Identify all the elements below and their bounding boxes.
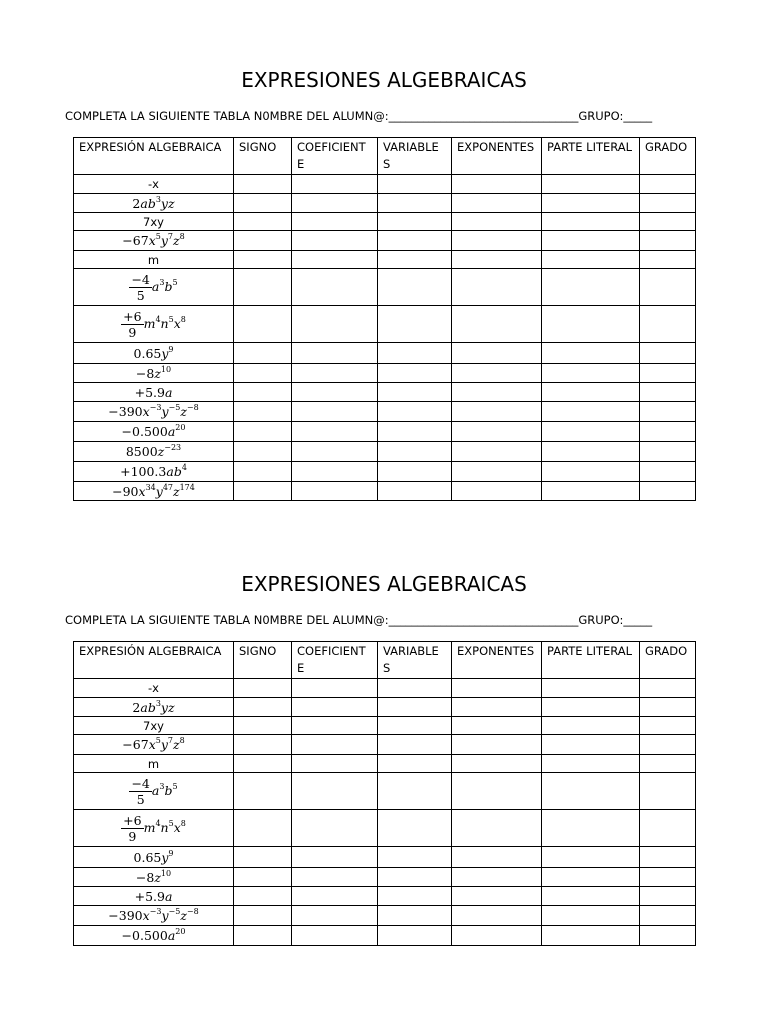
variables-cell[interactable] — [378, 847, 452, 868]
sign-cell[interactable] — [234, 868, 292, 887]
exponents-cell[interactable] — [452, 269, 542, 306]
literal-part-cell[interactable] — [542, 213, 640, 231]
table-row — [74, 422, 696, 442]
sign-cell[interactable] — [234, 213, 292, 231]
literal-part-cell[interactable] — [542, 462, 640, 482]
variables-cell[interactable] — [378, 773, 452, 810]
degree-cell[interactable] — [640, 698, 696, 717]
degree-cell[interactable] — [640, 213, 696, 231]
header-exponents: EXPONENTES — [452, 138, 542, 175]
coefficient-cell[interactable] — [292, 175, 378, 194]
header-expression: EXPRESIÓN ALGEBRAICA — [74, 642, 234, 679]
variables-cell[interactable] — [378, 402, 452, 422]
literal-part-cell[interactable] — [542, 482, 640, 501]
exponents-cell[interactable] — [452, 868, 542, 887]
degree-cell[interactable] — [640, 679, 696, 698]
literal-part-cell[interactable] — [542, 175, 640, 194]
header-expression: EXPRESIÓN ALGEBRAICA — [74, 138, 234, 175]
sign-cell[interactable] — [234, 847, 292, 868]
variables-cell[interactable] — [378, 887, 452, 906]
table-row — [74, 906, 696, 926]
variables-cell[interactable] — [378, 906, 452, 926]
literal-part-cell[interactable] — [542, 735, 640, 755]
variables-cell[interactable] — [378, 926, 452, 946]
degree-cell[interactable] — [640, 402, 696, 422]
table-row — [74, 251, 696, 269]
literal-part-cell[interactable] — [542, 755, 640, 773]
table-row — [74, 364, 696, 383]
header-coefficient: COEFICIENTE — [292, 642, 378, 679]
table-row — [74, 175, 696, 194]
exponents-cell[interactable] — [452, 194, 542, 213]
expression-cell: $+100.3ab^4$ — [74, 462, 234, 482]
coefficient-cell[interactable] — [292, 306, 378, 343]
coefficient-cell[interactable] — [292, 773, 378, 810]
table-row — [74, 482, 696, 501]
coefficient-cell[interactable] — [292, 926, 378, 946]
coefficient-cell[interactable] — [292, 364, 378, 383]
exponents-cell[interactable] — [452, 717, 542, 735]
header-literal-part: PARTE LITERAL — [542, 138, 640, 175]
sign-cell[interactable] — [234, 364, 292, 383]
literal-part-cell[interactable] — [542, 194, 640, 213]
sign-cell[interactable] — [234, 462, 292, 482]
exponents-cell[interactable] — [452, 926, 542, 946]
table-header-row — [74, 642, 696, 679]
exponents-cell[interactable] — [452, 251, 542, 269]
variables-cell[interactable] — [378, 735, 452, 755]
variables-cell[interactable] — [378, 482, 452, 501]
degree-cell[interactable] — [640, 482, 696, 501]
variables-cell[interactable] — [378, 868, 452, 887]
exponents-cell[interactable] — [452, 755, 542, 773]
sign-cell[interactable] — [234, 383, 292, 402]
header-variables: VARIABLES — [378, 642, 452, 679]
header-coefficient: COEFICIENTE — [292, 138, 378, 175]
degree-cell[interactable] — [640, 343, 696, 364]
variables-cell[interactable] — [378, 343, 452, 364]
page-title: EXPRESIONES ALGEBRAICAS — [241, 68, 527, 92]
expression-cell: m — [74, 251, 234, 269]
coefficient-cell[interactable] — [292, 679, 378, 698]
table-row — [74, 887, 696, 906]
variables-cell[interactable] — [378, 442, 452, 462]
sign-cell[interactable] — [234, 906, 292, 926]
table-row — [74, 343, 696, 364]
variables-cell[interactable] — [378, 251, 452, 269]
sign-cell[interactable] — [234, 251, 292, 269]
expression-cell: $\frac{+6}{9}$ $m^4n^5x^8$ — [74, 306, 234, 343]
table-row — [74, 306, 696, 343]
exponents-cell[interactable] — [452, 482, 542, 501]
sign-cell[interactable] — [234, 926, 292, 946]
sign-cell[interactable] — [234, 231, 292, 251]
exponents-cell[interactable] — [452, 231, 542, 251]
variables-cell[interactable] — [378, 306, 452, 343]
coefficient-cell[interactable] — [292, 231, 378, 251]
table-row — [74, 868, 696, 887]
expression-cell: $-90x^{34}y^{47}z^{174}$ — [74, 482, 234, 501]
exponents-cell[interactable] — [452, 383, 542, 402]
table-row — [74, 213, 696, 231]
variables-cell[interactable] — [378, 383, 452, 402]
expression-cell: $0.65y^9$ — [74, 847, 234, 868]
expression-cell: $0.65y^9$ — [74, 343, 234, 364]
table-row — [74, 735, 696, 755]
coefficient-cell[interactable] — [292, 887, 378, 906]
coefficient-cell[interactable] — [292, 906, 378, 926]
sign-cell[interactable] — [234, 306, 292, 343]
sign-cell[interactable] — [234, 679, 292, 698]
coefficient-cell[interactable] — [292, 343, 378, 364]
expression-cell: $-8z^{10}$ — [74, 364, 234, 383]
sign-cell[interactable] — [234, 343, 292, 364]
coefficient-cell[interactable] — [292, 735, 378, 755]
expression-cell: 7xy — [74, 213, 234, 231]
exponents-cell[interactable] — [452, 306, 542, 343]
coefficient-cell[interactable] — [292, 422, 378, 442]
literal-part-cell[interactable] — [542, 926, 640, 946]
table-row — [74, 231, 696, 251]
coefficient-cell[interactable] — [292, 717, 378, 735]
sign-cell[interactable] — [234, 810, 292, 847]
expression-cell: $-0.500a^{20}$ — [74, 422, 234, 442]
variables-cell[interactable] — [378, 364, 452, 383]
header-degree: GRADO — [640, 642, 696, 679]
degree-cell[interactable] — [640, 231, 696, 251]
exponents-cell[interactable] — [452, 364, 542, 383]
table-row — [74, 810, 696, 847]
exponents-cell[interactable] — [452, 810, 542, 847]
exponents-cell[interactable] — [452, 906, 542, 926]
table-row — [74, 679, 696, 698]
variables-cell[interactable] — [378, 462, 452, 482]
variables-cell[interactable] — [378, 213, 452, 231]
expression-cell: 7xy — [74, 717, 234, 735]
header-sign: SIGNO — [234, 642, 292, 679]
variables-cell[interactable] — [378, 194, 452, 213]
degree-cell[interactable] — [640, 887, 696, 906]
sign-cell[interactable] — [234, 442, 292, 462]
table-header-row — [74, 138, 696, 175]
table-row — [74, 442, 696, 462]
degree-cell[interactable] — [640, 773, 696, 810]
exponents-cell[interactable] — [452, 422, 542, 442]
literal-part-cell[interactable] — [542, 422, 640, 442]
exponents-cell[interactable] — [452, 679, 542, 698]
page-title: EXPRESIONES ALGEBRAICAS — [241, 572, 527, 596]
degree-cell[interactable] — [640, 383, 696, 402]
expression-cell: +5.9a — [74, 383, 234, 402]
literal-part-cell[interactable] — [542, 383, 640, 402]
sign-cell[interactable] — [234, 482, 292, 501]
exponents-cell[interactable] — [452, 343, 542, 364]
variables-cell[interactable] — [378, 679, 452, 698]
variables-cell[interactable] — [378, 269, 452, 306]
coefficient-cell[interactable] — [292, 462, 378, 482]
degree-cell[interactable] — [640, 194, 696, 213]
literal-part-cell[interactable] — [542, 442, 640, 462]
header-literal-part: PARTE LITERAL — [542, 642, 640, 679]
exponents-cell[interactable] — [452, 175, 542, 194]
expression-cell: +5.9a — [74, 887, 234, 906]
sign-cell[interactable] — [234, 755, 292, 773]
degree-cell[interactable] — [640, 868, 696, 887]
expression-cell: $\frac{+6}{9}$ $m^4n^5x^8$ — [74, 810, 234, 847]
degree-cell[interactable] — [640, 847, 696, 868]
variables-cell[interactable] — [378, 698, 452, 717]
degree-cell[interactable] — [640, 364, 696, 383]
variables-cell[interactable] — [378, 231, 452, 251]
variables-cell[interactable] — [378, 175, 452, 194]
coefficient-cell[interactable] — [292, 482, 378, 501]
variables-cell[interactable] — [378, 422, 452, 442]
coefficient-cell[interactable] — [292, 383, 378, 402]
variables-cell[interactable] — [378, 717, 452, 735]
literal-part-cell[interactable] — [542, 679, 640, 698]
table-row — [74, 269, 696, 306]
exponents-cell[interactable] — [452, 402, 542, 422]
exponents-cell[interactable] — [452, 213, 542, 231]
degree-cell[interactable] — [640, 175, 696, 194]
expression-cell: $-390x^{-3}y^{-5}z^{-8}$ — [74, 906, 234, 926]
sign-cell[interactable] — [234, 698, 292, 717]
expression-cell: $-67x^5y^7z^8$ — [74, 231, 234, 251]
expression-cell: $2ab^3yz$ — [74, 698, 234, 717]
variables-cell[interactable] — [378, 755, 452, 773]
degree-cell[interactable] — [640, 251, 696, 269]
degree-cell[interactable] — [640, 810, 696, 847]
expressions-table — [73, 137, 696, 501]
literal-part-cell[interactable] — [542, 810, 640, 847]
literal-part-cell[interactable] — [542, 364, 640, 383]
expression-cell: m — [74, 755, 234, 773]
table-row — [74, 383, 696, 402]
table-row — [74, 847, 696, 868]
table-row — [74, 194, 696, 213]
degree-cell[interactable] — [640, 717, 696, 735]
sign-cell[interactable] — [234, 269, 292, 306]
expression-cell: $-67x^5y^7z^8$ — [74, 735, 234, 755]
literal-part-cell[interactable] — [542, 847, 640, 868]
coefficient-cell[interactable] — [292, 698, 378, 717]
coefficient-cell[interactable] — [292, 810, 378, 847]
table-row — [74, 755, 696, 773]
coefficient-cell[interactable] — [292, 269, 378, 306]
header-degree: GRADO — [640, 138, 696, 175]
exponents-cell[interactable] — [452, 462, 542, 482]
literal-part-cell[interactable] — [542, 868, 640, 887]
coefficient-cell[interactable] — [292, 868, 378, 887]
literal-part-cell[interactable] — [542, 402, 640, 422]
literal-part-cell[interactable] — [542, 773, 640, 810]
coefficient-cell[interactable] — [292, 194, 378, 213]
exponents-cell[interactable] — [452, 698, 542, 717]
table-row — [74, 773, 696, 810]
literal-part-cell[interactable] — [542, 269, 640, 306]
expression-cell: $-8z^{10}$ — [74, 868, 234, 887]
degree-cell[interactable] — [640, 906, 696, 926]
coefficient-cell[interactable] — [292, 251, 378, 269]
degree-cell[interactable] — [640, 269, 696, 306]
header-sign: SIGNO — [234, 138, 292, 175]
degree-cell[interactable] — [640, 422, 696, 442]
header-variables: VARIABLES — [378, 138, 452, 175]
coefficient-cell[interactable] — [292, 755, 378, 773]
table-row — [74, 462, 696, 482]
exponents-cell[interactable] — [452, 773, 542, 810]
exponents-cell[interactable] — [452, 735, 542, 755]
exponents-cell[interactable] — [452, 887, 542, 906]
expression-cell: $-390x^{-3}y^{-5}z^{-8}$ — [74, 402, 234, 422]
expression-cell: $\frac{-4}{5}$ $a^3b^5$ — [74, 773, 234, 810]
exponents-cell[interactable] — [452, 847, 542, 868]
literal-part-cell[interactable] — [542, 887, 640, 906]
sign-cell[interactable] — [234, 773, 292, 810]
degree-cell[interactable] — [640, 926, 696, 946]
coefficient-cell[interactable] — [292, 442, 378, 462]
variables-cell[interactable] — [378, 810, 452, 847]
header-exponents: EXPONENTES — [452, 642, 542, 679]
degree-cell[interactable] — [640, 306, 696, 343]
instruction-line: COMPLETA LA SIGUIENTE TABLA N0MBRE DEL ALUMN@:_________________________________GRUPO:_____ — [65, 109, 653, 123]
expression-cell: -x — [74, 679, 234, 698]
expressions-table — [73, 641, 696, 946]
instruction-line: COMPLETA LA SIGUIENTE TABLA N0MBRE DEL ALUMN@:_________________________________GRUPO:_____ — [65, 613, 653, 627]
expression-cell: $-0.500a^{20}$ — [74, 926, 234, 946]
literal-part-cell[interactable] — [542, 306, 640, 343]
degree-cell[interactable] — [640, 755, 696, 773]
literal-part-cell[interactable] — [542, 906, 640, 926]
exponents-cell[interactable] — [452, 442, 542, 462]
sign-cell[interactable] — [234, 194, 292, 213]
expression-cell: $\frac{-4}{5}$ $a^3b^5$ — [74, 269, 234, 306]
expression-cell: $8500z^{-23}$ — [74, 442, 234, 462]
sign-cell[interactable] — [234, 422, 292, 442]
literal-part-cell[interactable] — [542, 251, 640, 269]
expression-cell: -x — [74, 175, 234, 194]
sign-cell[interactable] — [234, 735, 292, 755]
degree-cell[interactable] — [640, 442, 696, 462]
table-row — [74, 402, 696, 422]
table-row — [74, 717, 696, 735]
table-row — [74, 926, 696, 946]
expression-cell: $2ab^3yz$ — [74, 194, 234, 213]
degree-cell[interactable] — [640, 462, 696, 482]
literal-part-cell[interactable] — [542, 231, 640, 251]
literal-part-cell[interactable] — [542, 717, 640, 735]
sign-cell[interactable] — [234, 402, 292, 422]
literal-part-cell[interactable] — [542, 698, 640, 717]
coefficient-cell[interactable] — [292, 402, 378, 422]
sign-cell[interactable] — [234, 887, 292, 906]
sign-cell[interactable] — [234, 717, 292, 735]
coefficient-cell[interactable] — [292, 847, 378, 868]
sign-cell[interactable] — [234, 175, 292, 194]
literal-part-cell[interactable] — [542, 343, 640, 364]
table-row — [74, 698, 696, 717]
coefficient-cell[interactable] — [292, 213, 378, 231]
degree-cell[interactable] — [640, 735, 696, 755]
